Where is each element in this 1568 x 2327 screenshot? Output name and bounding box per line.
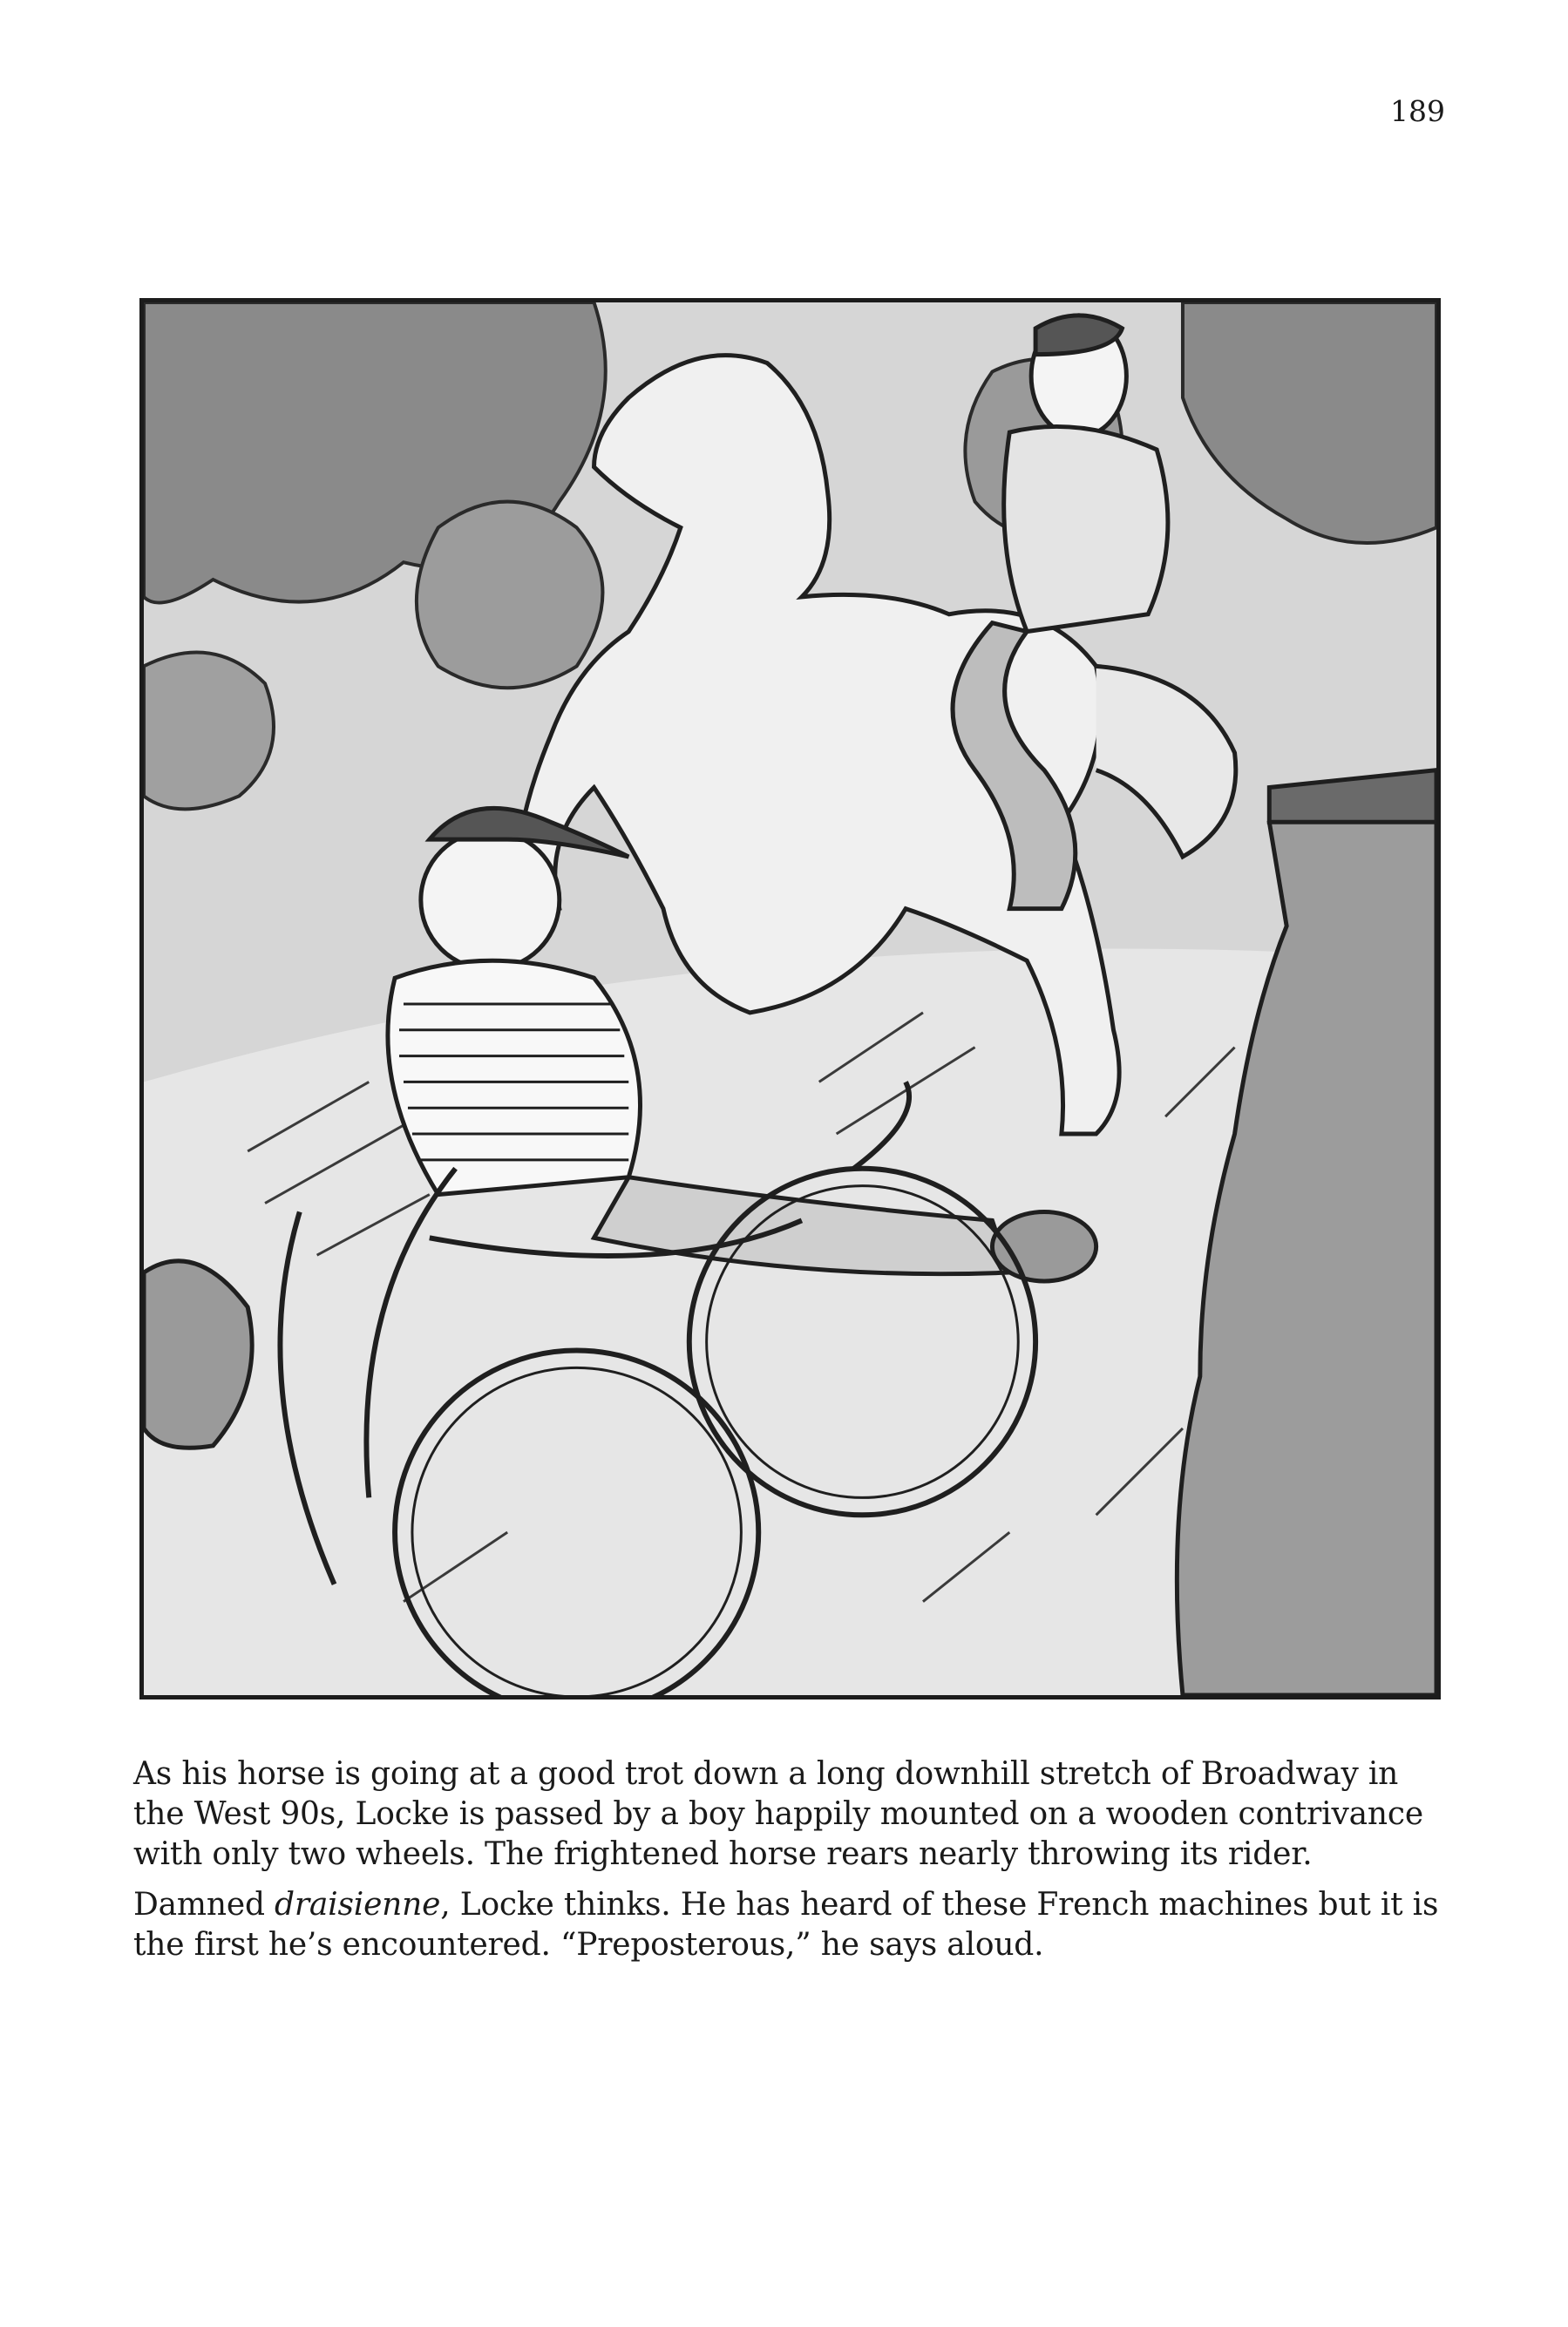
caption-italic-term: draisienne xyxy=(275,1887,441,1923)
page-number: 189 xyxy=(1390,94,1445,128)
illustration-panel xyxy=(139,298,1441,1699)
caption xyxy=(133,1754,1441,1976)
caption-paragraph-1: As his horse is going at a good trot down a long downhill stretch of Broadway in the West 90s, Locke is passed by a boy happily mounted on a wooden contrivance with only two wheels. The frightened horse rears nearly throwing its rider. xyxy=(133,1756,1423,1872)
illustration-drawing xyxy=(144,302,1436,1695)
caption-paragraph-2-rest: , Locke thinks. He has heard of these French machines but it is the first he’s encountered. “Preposterous,” he says aloud. xyxy=(133,1887,1439,1963)
caption-paragraph-2-lead: Damned xyxy=(133,1887,275,1923)
caption-paragraph-2 xyxy=(133,1885,1441,1965)
